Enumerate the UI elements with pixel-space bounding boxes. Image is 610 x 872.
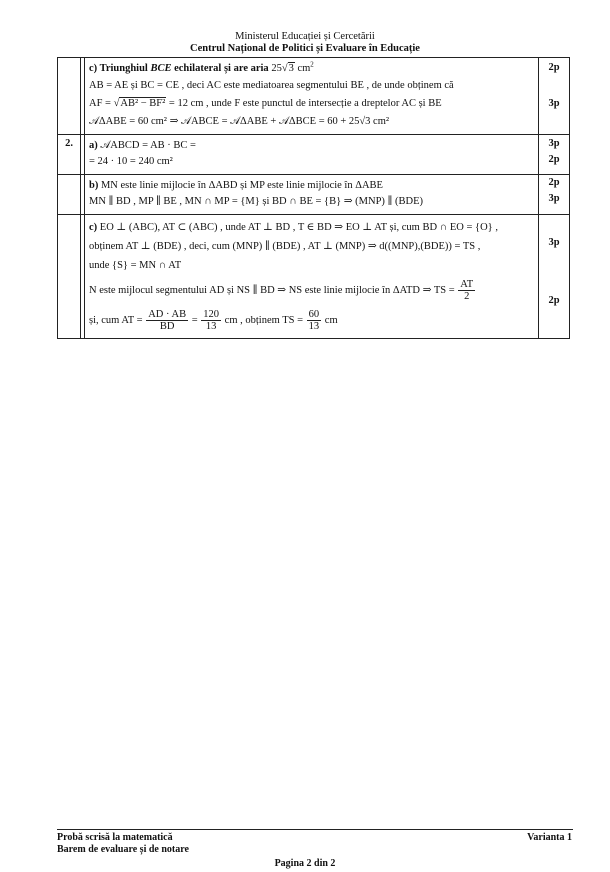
- document-type: Barem de evaluare și de notare: [57, 844, 189, 855]
- item-number-cell: [58, 174, 81, 214]
- fraction: $\frac{60}{13}$: [308, 308, 320, 332]
- solution-cell: [85, 174, 539, 214]
- fraction: $\frac{AT}{2}$: [460, 278, 474, 302]
- points-cell: [539, 214, 570, 338]
- solution-line: AB = AE și BC = CE , deci AC este mediatoarea segmentului BE , de unde obținem că: [89, 79, 454, 91]
- subitem-label: c): [89, 63, 100, 74]
- points-cell: [539, 58, 570, 135]
- ministry-name: Ministerul Educației și Cercetării: [235, 31, 375, 42]
- table-row: [58, 134, 570, 174]
- solution-line: MN ∥ BD , MP ∥ BE , MN ∩ MP = {M} și BD ∩ BE = {B} ⇒ (MNP) ∥ (BDE): [89, 196, 424, 207]
- subitem-label: c): [89, 221, 100, 233]
- document-header: [0, 31, 610, 55]
- fraction: $\frac{120}{13}$: [203, 308, 220, 332]
- solution-text: cm , obținem TS =: [222, 314, 306, 326]
- solution-cell: [85, 134, 539, 174]
- exam-name: Probă scrisă la matematică: [57, 832, 173, 843]
- solution-text: MN este linie mijlocie în ΔABD și MP este linie mijlocie în ΔABE: [100, 179, 383, 191]
- solution-text: 3: [288, 63, 294, 74]
- solution-text: Triunghiul: [99, 63, 151, 74]
- solution-line: 𝒜ΔABE = 60 cm² ⇒ 𝒜ABCE = 𝒜ΔABE + 𝒜ΔBCE = 60 + 25√3 cm²: [89, 116, 390, 127]
- solution-text: și, cum AT =: [89, 314, 146, 326]
- solution-text: N este mijlocul segmentului AD și NS ∥ BD ⇒ NS este linie mijlocie în ΔATD ⇒ TS =: [89, 284, 458, 296]
- solution-line: = 24 · 10 = 240 cm²: [89, 156, 173, 167]
- points-value: 3p: [548, 98, 560, 109]
- points-value: 2p: [548, 294, 560, 306]
- table-row: [58, 58, 570, 135]
- table-row: [58, 174, 570, 214]
- points-value: 3p: [548, 236, 560, 248]
- solution-text: EO ⊥ (ABC), AT ⊂ (ABC) , unde AT ⊥ BD , T ∈ BD ⇒ EO ⊥ AT și, cum BD ∩ EO = {O} ,: [99, 221, 498, 233]
- solution-cell: c) EO ⊥ (ABC), AT ⊂ (ABC) , unde AT ⊥ BD , T ∈ BD ⇒ EO ⊥ AT și, cum BD ∩ EO = {O} , obținem AT ⊥ (BDE) , deci, cum (MNP) ∥ (BDE) , AT ⊥ (MNP) ⇒ d((MNP),(BDE)) = TS , unde {S} = MN ∩ AT N este mijlocul segmentului AD și NS ∥ BD ⇒ NS este linie mijlocie în ΔATD ⇒ TS = $\frac{AT}{2}$ și, cum AT = $\frac{AD \cdot AB}{BD}$ = $\frac{120}{13}$ cm , obținem TS = $\frac{60}{13}$ cm: [85, 214, 539, 338]
- solution-line: obținem AT ⊥ (BDE) , deci, cum (MNP) ∥ (BDE) , AT ⊥ (MNP) ⇒ d((MNP),(BDE)) = TS ,: [89, 240, 481, 252]
- solution-text: echilateral și are aria: [171, 63, 272, 74]
- solution-text: = 12 cm , unde F este punctul de intersecție a dreptelor AC și BE: [166, 98, 442, 109]
- center-name: Centrul Național de Politici și Evaluare în Educație: [190, 43, 420, 54]
- solution-text: 25: [271, 63, 282, 74]
- variant-label: Varianta 1: [527, 832, 572, 843]
- fraction: $\frac{AD \cdot AB}{BD}$: [148, 308, 187, 332]
- page-number: Pagina 2 din 2: [274, 858, 336, 869]
- solution-line: unde {S} = MN ∩ AT: [89, 259, 182, 271]
- solution-text: AF =: [89, 98, 114, 109]
- points-value: 3p: [548, 137, 560, 149]
- subitem-label: a): [89, 139, 101, 151]
- solution-text: BCE: [150, 63, 172, 74]
- item-number-cell: [58, 214, 81, 338]
- grading-table: [57, 57, 570, 339]
- solution-text: 𝒜ABCD = AB · BC =: [100, 139, 196, 151]
- points-cell: [539, 174, 570, 214]
- points-value: 2p: [548, 176, 560, 188]
- points-value: 2p: [548, 153, 560, 165]
- solution-cell: c) Triunghiul BCE echilateral și are aria 25√3 $cm^2$ AB = AE și BC = CE , deci AC este mediatoarea segmentului BE , de unde obținem că AF = √AB² − BF² = 12 cm , unde F este punctul de intersecție a dreptelor AC și BE 𝒜ΔABE = 60 cm² ⇒ 𝒜ABCE = 𝒜ΔABE + 𝒜ΔBCE = 60 + 25√3 cm²: [85, 58, 539, 135]
- table-row: [58, 214, 570, 338]
- item-number-cell: 2.: [58, 134, 81, 174]
- solution-text: AB² − BF²: [120, 98, 166, 109]
- footer-divider: [57, 829, 573, 830]
- solution-text: cm: [294, 63, 311, 74]
- points-cell: [539, 134, 570, 174]
- subitem-label: b): [89, 179, 101, 191]
- points-value: 3p: [548, 192, 560, 204]
- item-number-cell: [58, 58, 81, 135]
- footer-left: [57, 832, 189, 856]
- points-value: 2p: [548, 62, 560, 73]
